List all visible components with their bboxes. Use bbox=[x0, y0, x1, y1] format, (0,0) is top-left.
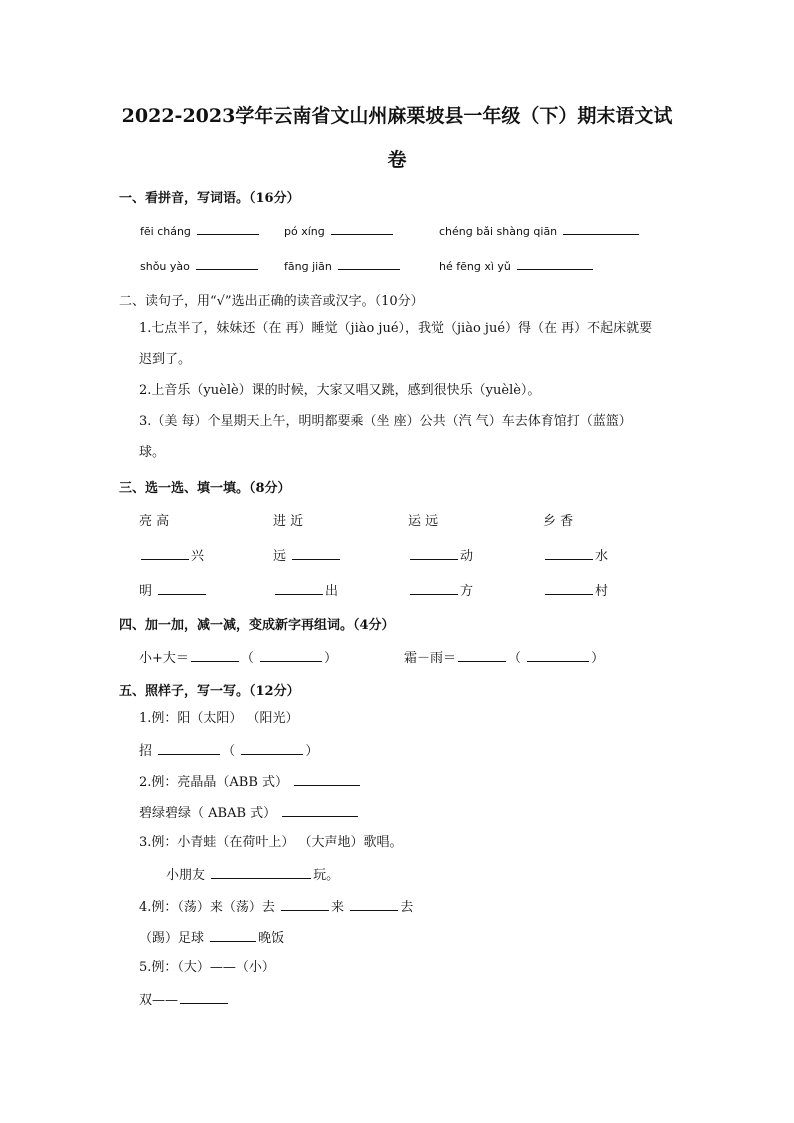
section-5-heading: 五、照样子，写一写。（12分） bbox=[119, 684, 300, 699]
answer-blank[interactable] bbox=[275, 582, 323, 595]
answer-blank[interactable] bbox=[527, 649, 589, 662]
answer-blank[interactable] bbox=[410, 582, 458, 595]
question-text: 晚饭 bbox=[258, 931, 285, 946]
fill-char: 出 bbox=[325, 584, 339, 599]
question-text: （踢）足球 bbox=[139, 931, 205, 946]
answer-blank[interactable] bbox=[260, 649, 322, 662]
example-2 bbox=[139, 773, 362, 791]
question-text: 双—— bbox=[139, 993, 179, 1008]
section-3-heading: 三、选一选、填一填。（8分） bbox=[119, 481, 291, 496]
pinyin-item-1 bbox=[140, 222, 261, 240]
pinyin-text: hé fēnɡ xì yǔ bbox=[439, 260, 511, 273]
add-question bbox=[139, 647, 337, 666]
answer-blank[interactable] bbox=[197, 222, 259, 235]
example-text: 2.例：亮晶晶（ABB 式） bbox=[139, 775, 289, 790]
pinyin-item-4 bbox=[140, 257, 260, 275]
answer-blank[interactable] bbox=[180, 991, 228, 1004]
choice-pair-2: 进 近 bbox=[273, 514, 304, 529]
answer-blank[interactable] bbox=[458, 649, 506, 662]
section-2-heading: 二、读句子，用“√”选出正确的读音或汉字。（10分） bbox=[119, 294, 424, 309]
example-1: 1.例：阳（太阳） （阳光） bbox=[139, 711, 299, 726]
example-4 bbox=[139, 898, 413, 916]
section-1-heading: 一、看拼音，写词语。（16分） bbox=[119, 191, 300, 206]
fill-item bbox=[139, 580, 208, 599]
answer-blank[interactable] bbox=[350, 898, 398, 911]
answer-blank[interactable] bbox=[338, 257, 400, 270]
answer-blank[interactable] bbox=[410, 547, 458, 560]
answer-blank[interactable] bbox=[196, 257, 258, 270]
question-2-2: 2.上音乐（yuèlè）课的时候，大家又唱又跳，感到很快乐（yuèlè）。 bbox=[139, 383, 541, 398]
answer-blank[interactable] bbox=[211, 866, 311, 879]
fill-char: 远 bbox=[273, 549, 287, 564]
answer-blank[interactable] bbox=[241, 742, 303, 755]
fill-item bbox=[543, 545, 608, 564]
question-5-3 bbox=[166, 866, 339, 884]
pinyin-text: fēi chánɡ bbox=[140, 225, 191, 238]
question-5-5 bbox=[139, 991, 230, 1009]
fill-char: 动 bbox=[460, 549, 474, 564]
fill-char: 兴 bbox=[191, 549, 205, 564]
answer-blank[interactable] bbox=[545, 582, 593, 595]
answer-blank[interactable] bbox=[281, 898, 329, 911]
answer-blank[interactable] bbox=[191, 649, 239, 662]
choice-pair-3: 运 远 bbox=[408, 514, 439, 529]
paren-close: ） bbox=[324, 651, 338, 666]
answer-blank[interactable] bbox=[282, 804, 358, 817]
example-char: 去 bbox=[400, 900, 414, 915]
pinyin-item-2 bbox=[284, 222, 395, 240]
answer-blank[interactable] bbox=[292, 547, 340, 560]
fill-item bbox=[273, 545, 342, 564]
pinyin-item-6 bbox=[439, 257, 595, 275]
example-3: 3.例：小青蛙（在荷叶上） （大声地）歌唱。 bbox=[139, 835, 403, 850]
answer-blank[interactable] bbox=[141, 547, 189, 560]
answer-blank[interactable] bbox=[331, 222, 393, 235]
question-text: 玩。 bbox=[313, 868, 340, 883]
exam-title-line2: 卷 bbox=[387, 149, 407, 171]
question-2-1-line-b: 迟到了。 bbox=[139, 352, 192, 367]
question-text: 小朋友 bbox=[166, 868, 206, 883]
add-formula: 小+大＝ bbox=[139, 651, 189, 666]
question-5-2 bbox=[139, 804, 360, 822]
fill-item bbox=[139, 545, 204, 564]
pinyin-text: chénɡ bǎi shànɡ qiān bbox=[439, 225, 558, 238]
fill-item bbox=[408, 545, 473, 564]
answer-blank[interactable] bbox=[294, 773, 360, 786]
question-text: 碧绿碧绿（ ABAB 式） bbox=[139, 806, 277, 821]
answer-blank[interactable] bbox=[563, 222, 639, 235]
answer-blank[interactable] bbox=[545, 547, 593, 560]
choice-pair-4: 乡 香 bbox=[543, 514, 574, 529]
fill-char: 村 bbox=[595, 584, 609, 599]
subtract-question bbox=[404, 647, 604, 666]
fill-char: 水 bbox=[595, 549, 609, 564]
question-5-4 bbox=[139, 929, 284, 947]
pinyin-text: fānɡ jiān bbox=[284, 260, 332, 273]
example-5: 5.例：（大）——（小） bbox=[139, 960, 275, 975]
fill-item bbox=[273, 580, 338, 599]
question-5-1 bbox=[139, 742, 318, 760]
question-2-3-line-b: 球。 bbox=[139, 445, 166, 460]
choice-pair-1: 亮 高 bbox=[139, 514, 170, 529]
fill-item bbox=[543, 580, 608, 599]
example-char: 来 bbox=[331, 900, 345, 915]
section-4-heading: 四、加一加，减一减，变成新字再组词。（4分） bbox=[119, 618, 395, 633]
paren-open: （ bbox=[240, 651, 254, 666]
pinyin-text: pó xínɡ bbox=[284, 225, 325, 238]
paren-open: （ bbox=[508, 651, 522, 666]
fill-item bbox=[408, 580, 473, 599]
pinyin-text: shǒu yào bbox=[140, 260, 190, 273]
answer-blank[interactable] bbox=[517, 257, 593, 270]
fill-char: 方 bbox=[460, 584, 474, 599]
subtract-formula: 霜－雨＝ bbox=[404, 651, 457, 666]
pinyin-item-3 bbox=[439, 222, 641, 240]
answer-blank[interactable] bbox=[158, 582, 206, 595]
answer-blank[interactable] bbox=[210, 929, 256, 942]
question-2-1-line-a: 1.七点半了，妹妹还（在 再）睡觉（jiào jué），我觉（jiào jué）得（在 再）不起床就要 bbox=[139, 321, 653, 336]
fill-char: 明 bbox=[139, 584, 153, 599]
question-char: 招 bbox=[139, 744, 153, 759]
answer-blank[interactable] bbox=[158, 742, 220, 755]
example-text: 4.例：（荡）来（荡）去 bbox=[139, 900, 275, 915]
paren-close: ） bbox=[591, 651, 605, 666]
question-2-3-line-a: 3.（美 每）个星期天上午，明明都要乘（坐 座）公共（汽 气）车去体育馆打（蓝篮） bbox=[139, 414, 632, 429]
paren-close: ） bbox=[305, 744, 319, 759]
paren-open: （ bbox=[222, 744, 236, 759]
exam-title-line1: 2022-2023学年云南省文山州麻栗坡县一年级（下）期末语文试 bbox=[121, 105, 673, 127]
pinyin-item-5 bbox=[284, 257, 402, 275]
